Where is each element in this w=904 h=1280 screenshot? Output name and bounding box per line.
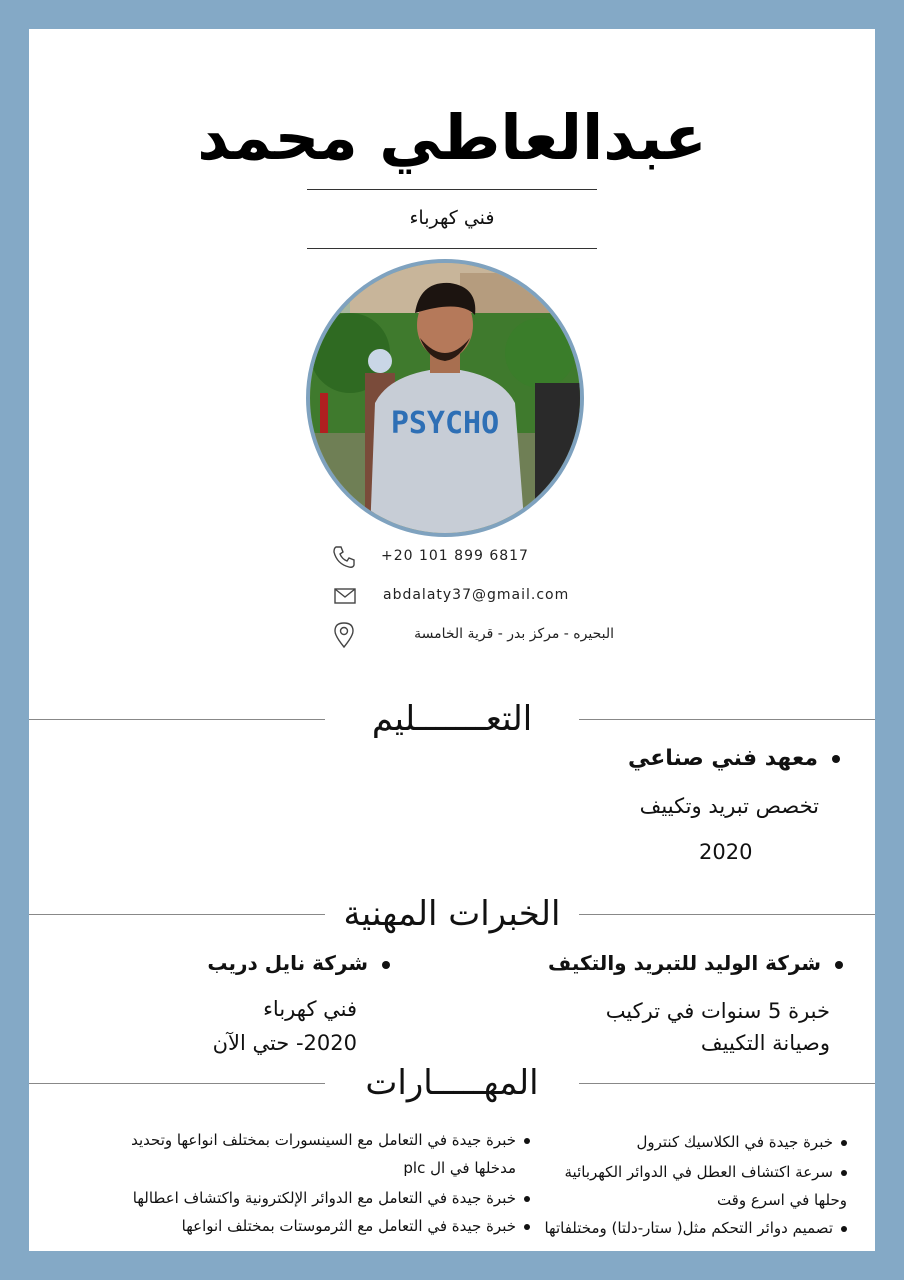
- phone-icon: [331, 544, 357, 570]
- location-icon: [331, 621, 357, 647]
- education-institute: معهد فني صناعي: [628, 746, 840, 771]
- name-rule-top: [307, 189, 597, 190]
- bullet-dot: [524, 1138, 530, 1144]
- profile-photo: [306, 259, 584, 537]
- address: البحيره - مركز بدر - قرية الخامسة: [414, 626, 614, 642]
- bullet-dot: [835, 961, 843, 969]
- person-name: عبدالعاطي محمد: [197, 101, 707, 174]
- experience-line-left: [29, 914, 325, 915]
- education-line-right: [579, 719, 875, 720]
- cv-page: [29, 29, 875, 1251]
- skill-left-1-cont: مدخلها في ال plc: [403, 1159, 516, 1177]
- bullet-dot: [382, 961, 390, 969]
- education-heading: التعـــــــليم: [371, 699, 533, 739]
- education-year: 2020: [699, 840, 753, 864]
- email-address: abdalaty37@gmail.com: [383, 587, 570, 603]
- skill-right-3: تصميم دوائر التحكم مثل( ستار-دلتا) ومختلفاتها: [544, 1219, 847, 1237]
- skill-right-1: خبرة جيدة في الكلاسيك كنترول: [636, 1133, 847, 1151]
- shirt-text: PSYCHO: [390, 406, 500, 441]
- skill-left-3: خبرة جيدة في التعامل مع الثرموستات بمختلف انواعها: [182, 1217, 530, 1235]
- bullet-dot: [832, 755, 840, 763]
- job-company-1: شركة الوليد للتبريد والتكيف: [548, 951, 843, 975]
- email-icon: [332, 583, 358, 609]
- name-rule-bottom: [307, 248, 597, 249]
- skill-left-2: خبرة جيدة في التعامل مع الدوائر الإلكترونية واكتشاف اعطالها: [133, 1189, 530, 1207]
- job-desc-2-line1: فني كهرباء: [263, 997, 357, 1021]
- skill-right-2: سرعة اكتشاف العطل في الدوائر الكهربائية: [565, 1163, 848, 1181]
- job-title: فني كهرباء: [409, 207, 495, 229]
- experience-heading: الخبرات المهنية: [343, 894, 561, 934]
- bullet-dot: [841, 1140, 847, 1146]
- job-desc-1-line2: وصيانة التكييف: [700, 1031, 830, 1055]
- education-line-left: [29, 719, 325, 720]
- bullet-dot: [524, 1224, 530, 1230]
- bullet-dot: [524, 1196, 530, 1202]
- phone-number: +20 101 899 6817: [381, 548, 529, 564]
- skills-line-right: [579, 1083, 875, 1084]
- skills-heading: المهـــــارات: [365, 1063, 539, 1103]
- education-specialty: تخصص تبريد وتكييف: [639, 794, 819, 818]
- job-company-2: شركة نايل دريب: [207, 951, 390, 975]
- bullet-dot: [841, 1226, 847, 1232]
- bullet-dot: [841, 1170, 847, 1176]
- skill-right-2-cont: وحلها في اسرع وقت: [716, 1191, 847, 1209]
- skill-left-1: خبرة جيدة في التعامل مع السينسورات بمختلف انواعها وتحديد: [131, 1131, 530, 1149]
- skills-line-left: [29, 1083, 325, 1084]
- job-desc-1-line1: خبرة 5 سنوات في تركيب: [605, 999, 830, 1023]
- experience-line-right: [579, 914, 875, 915]
- job-desc-2-line2: 2020- حتي الآن: [212, 1031, 357, 1055]
